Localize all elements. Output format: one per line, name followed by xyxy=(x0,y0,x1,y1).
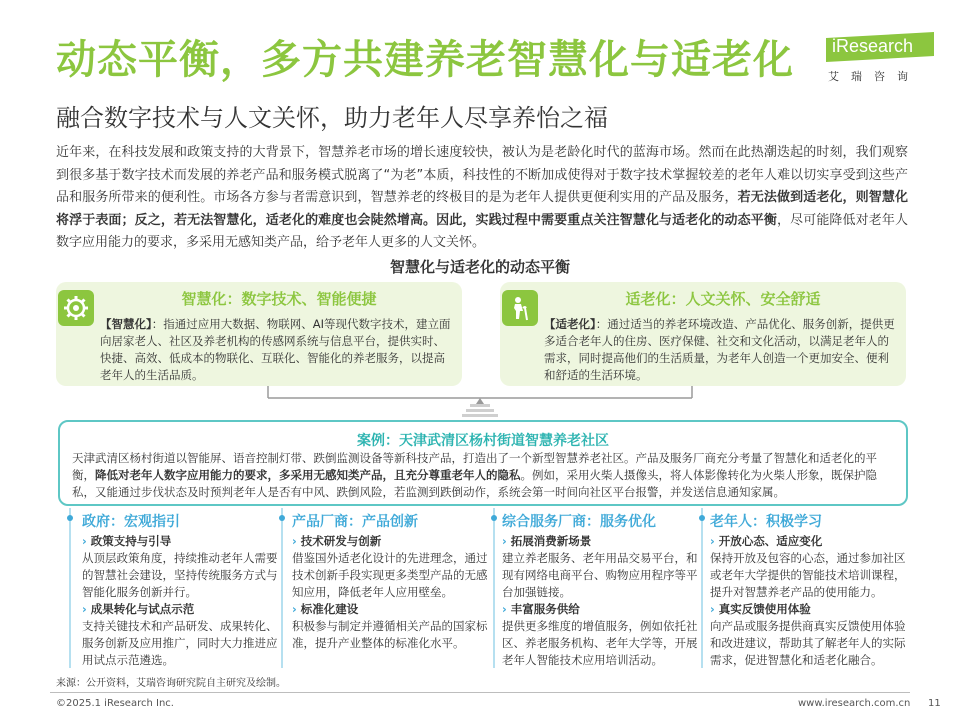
footer-copyright: ©2025.1 iResearch Inc. xyxy=(56,698,174,709)
intro-paragraph xyxy=(56,142,908,255)
column-subheading xyxy=(82,601,278,618)
smart-card-body xyxy=(100,316,452,384)
column-subheading-text: 成果转化与试点示范 xyxy=(90,602,195,616)
elderly-friendly-card-tag: 【适老化】 xyxy=(544,317,596,331)
page-subtitle: 融合数字技术与人文关怀，助力老年人尽享养怡之福 xyxy=(56,104,608,132)
column-subheading-text: 政策支持与引导 xyxy=(90,534,172,548)
column-text: 借鉴国外适老化设计的先进理念，通过技术创新手段实现更多类型产品的无感知应用，降低老年人应用壁垒。 xyxy=(292,551,488,599)
smart-card-text: ：指通过应用大数据、物联网、AI等现代数字技术，建立面向居家老人、社区及养老机构的传感网系统与信息平台，提供实时、快捷、高效、低成本的物联化、互联化、智能化的养老服务，以提高老年人的生活品质。 xyxy=(100,317,451,382)
chevron-right-icon: › xyxy=(292,602,297,616)
column-text: 建立养老服务、老年用品交易平台，和现有网络电商平台、购物应用程序等平台加强链接。 xyxy=(502,551,698,599)
smart-card xyxy=(56,282,462,386)
intro-bold-text: 若无法做到适老化，则智慧化将浮于表面；反之，若无法智慧化，适老化的难度也会陡然增高。因此，实践过程中需要重点关注智慧化与适老化的动态平衡 xyxy=(56,190,908,228)
case-text-1: 天津武清区杨村街道以智能屏、语音控制灯带、跌倒监测设备等新科技产品，打造出了一个新型智慧养老社区。产品及服务厂商充分考量了智慧化和适老化的平衡， xyxy=(72,451,877,482)
chevron-right-icon: › xyxy=(292,534,297,548)
column-text: 从顶层政策角度，持续推动老年人需要的智慧社会建设，坚持传统服务方式与智能化服务创新并行。 xyxy=(82,551,278,599)
column-subheading xyxy=(82,533,278,550)
column-heading: 产品厂商：产品创新 xyxy=(292,514,418,530)
column-subheading xyxy=(502,601,698,618)
iresearch-logo xyxy=(826,28,936,84)
chevron-right-icon: › xyxy=(82,602,87,616)
elderly-cane-icon xyxy=(502,290,538,326)
stakeholder-column-product-vendor xyxy=(292,511,488,652)
column-subheading-text: 真实反馈使用体验 xyxy=(718,602,811,616)
case-title: 案例：天津武清区杨村街道智慧养老社区 xyxy=(357,433,609,449)
page-title: 动态平衡，多方共建养老智慧化与适老化 xyxy=(56,37,794,83)
column-body xyxy=(82,533,278,669)
column-subheading-text: 拓展消费新场景 xyxy=(510,534,592,548)
case-bold-text: 降低对老年人数字应用能力的要求，多采用无感知类产品，且充分尊重老年人的隐私 xyxy=(95,468,521,482)
elderly-friendly-card-text: ：通过适当的养老环境改造、产品优化、服务创新，提供更多适合老年人的住房、医疗保健、社交和文化活动，以满足老年人的需求，同时提高他们的生活质量，为老年人创造一个更加安全、便利和舒适的生活环境。 xyxy=(544,317,895,382)
column-subheading xyxy=(502,533,698,550)
column-subheading xyxy=(710,533,908,550)
case-box xyxy=(58,420,908,506)
stakeholder-column-elderly xyxy=(710,511,908,669)
section-heading: 智慧化与适老化的动态平衡 xyxy=(389,258,570,276)
smart-card-title: 智慧化：数字技术、智能便捷 xyxy=(181,290,377,308)
chevron-right-icon: › xyxy=(710,602,715,616)
column-subheading xyxy=(292,601,488,618)
intro-text-2: ，尽可能降低对老年人数字应用能力的要求，多采用无感知类产品，给予老年人更多的人文关怀。 xyxy=(56,212,908,250)
logo-text: iResearch xyxy=(832,36,914,56)
column-text: 保持开放及包容的心态，通过参加社区或老年大学提供的智能技术培训课程，提升对智慧养老产品的使用能力。 xyxy=(710,551,906,599)
elderly-friendly-card-body xyxy=(544,316,896,384)
elderly-friendly-card xyxy=(500,282,906,386)
column-subheading-text: 丰富服务供给 xyxy=(510,602,580,616)
column-subheading-text: 标准化建设 xyxy=(300,602,359,616)
balance-connector xyxy=(200,386,760,422)
gear-brain-icon xyxy=(58,290,94,326)
column-heading: 老年人：积极学习 xyxy=(710,514,822,530)
elderly-friendly-card-title: 适老化：人文关怀、安全舒适 xyxy=(625,290,821,308)
column-text: 积极参与制定并遵循相关产品的国家标准，提升产业整体的标准化水平。 xyxy=(292,619,488,650)
column-body xyxy=(502,533,698,669)
column-text: 提供更多维度的增值服务，例如依托社区、养老服务机构、老年大学等，开展老年人智能技术应用培训活动。 xyxy=(502,619,698,667)
column-subheading xyxy=(710,601,908,618)
case-text-2: 。例如，采用火柴人摄像头，将人体影像转化为火柴人形象，既保护隐私，又能通过步伐状态及时预判老年人是否有中风、跌倒风险，若监测到跌倒动作，系统会第一时间向社区平台报警，并发送信息通知家属。 xyxy=(72,468,877,499)
smart-card-tag: 【智慧化】 xyxy=(100,317,152,331)
logo-subtext: 艾瑞咨询 xyxy=(828,70,920,83)
source-note: 来源：公开资料，艾瑞咨询研究院自主研究及绘制。 xyxy=(56,678,286,689)
intro-text-1: 近年来，在科技发展和政策支持的大背景下，智慧养老市场的增长速度较快，被认为是老龄化时代的蓝海市场。然而在此热潮迭起的时刻，我们观察到很多基于数字技术而发展的养老产品和服务模式脱离了“为老”本质，科技性的不断加成使得对于数字技术掌握较差的老年人难以切实享受到这些产品和服务所带来的便利性。市场各方参与者需意识到，智慧养老的终极目的是为老年人提供更便利实用的产品及服务， xyxy=(56,145,908,205)
column-subheading xyxy=(292,533,488,550)
column-body xyxy=(292,533,488,652)
chevron-right-icon: › xyxy=(710,534,715,548)
stakeholder-column-government xyxy=(82,511,278,669)
footer-website: www.iresearch.com.cn xyxy=(798,698,911,709)
case-body xyxy=(72,450,894,501)
column-heading: 政府：宏观指引 xyxy=(82,514,180,530)
chevron-right-icon: › xyxy=(502,534,507,548)
column-heading: 综合服务厂商：服务优化 xyxy=(502,514,656,530)
chevron-right-icon: › xyxy=(82,534,87,548)
column-body xyxy=(710,533,908,669)
page-number: 11 xyxy=(928,698,941,709)
chevron-right-icon: › xyxy=(502,602,507,616)
column-subheading-text: 技术研发与创新 xyxy=(300,534,382,548)
column-subheading-text: 开放心态、适应变化 xyxy=(718,534,823,548)
column-text: 向产品或服务提供商真实反馈使用体验和改进建议，帮助其了解老年人的实际需求，促进智慧化和适老化融合。 xyxy=(710,619,906,667)
column-text: 支持关键技术和产品研发、成果转化、服务创新及应用推广，同时大力推进应用试点示范遴选。 xyxy=(82,619,278,667)
footer-divider xyxy=(50,692,910,693)
stakeholder-column-service-provider xyxy=(502,511,698,669)
